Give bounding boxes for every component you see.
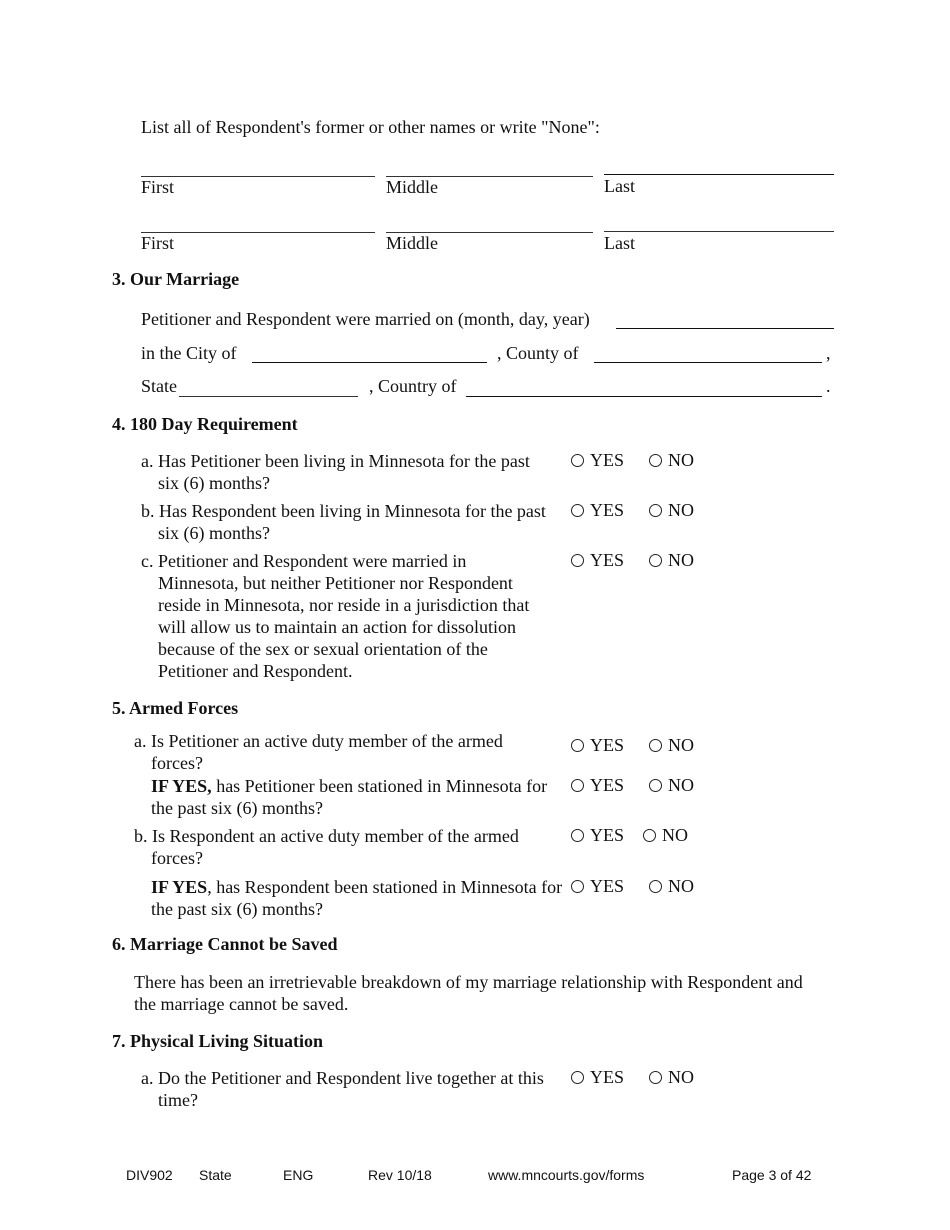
- first-label: First: [141, 177, 175, 197]
- marriage-date-input[interactable]: [616, 328, 834, 329]
- radio-circle-icon: [643, 829, 656, 842]
- question-live-together: a. Do the Petitioner and Respondent live together at this time?: [141, 1068, 544, 1110]
- respondent-residency-yes-radio[interactable]: YES: [571, 500, 624, 521]
- last-label: Last: [604, 233, 635, 253]
- radio-circle-icon: [571, 454, 584, 467]
- footer-jurisdiction: State: [199, 1167, 232, 1183]
- radio-circle-icon: [571, 554, 584, 567]
- respondent-residency-no-radio[interactable]: NO: [649, 500, 694, 521]
- radio-circle-icon: [649, 504, 662, 517]
- question-respondent-residency: b. Has Respondent been living in Minnesota for the past six (6) months?: [141, 501, 546, 543]
- respondent-active-duty-no-radio[interactable]: NO: [643, 825, 688, 846]
- radio-circle-icon: [571, 779, 584, 792]
- section-heading-180-day: 4. 180 Day Requirement: [112, 414, 298, 434]
- marriage-date-label: Petitioner and Respondent were married on (month, day, year): [141, 309, 590, 329]
- former-last-name-input-1[interactable]: [604, 174, 834, 175]
- footer-revision: Rev 10/18: [368, 1167, 432, 1183]
- petitioner-active-duty-no-radio[interactable]: NO: [649, 735, 694, 756]
- former-first-name-input-1[interactable]: [141, 176, 375, 177]
- question-petitioner-stationed: IF YES, has Petitioner been stationed in Minnesota for the past six (6) months?: [151, 776, 548, 818]
- radio-circle-icon: [649, 1071, 662, 1084]
- county-comma: ,: [826, 343, 831, 363]
- footer-language: ENG: [283, 1167, 314, 1183]
- radio-circle-icon: [649, 779, 662, 792]
- question-married-in-minnesota: c. Petitioner and Respondent were married in Minnesota, but neither Petitioner nor Respondent reside in Minnesota, nor reside in a jurisdiction that will allow us to maintain an action for dissolution because of the sex or sexual orientation of the Petitioner and Respondent.: [141, 551, 530, 681]
- live-together-no-radio[interactable]: NO: [649, 1067, 694, 1088]
- first-label: First: [141, 233, 175, 253]
- section-heading-armed-forces: 5. Armed Forces: [112, 698, 239, 718]
- city-input[interactable]: [252, 362, 487, 363]
- city-label: in the City of: [141, 343, 237, 363]
- question-petitioner-active-duty: a. Is Petitioner an active duty member of the armed forces?: [134, 731, 503, 773]
- breakdown-statement: There has been an irretrievable breakdown of my marriage relationship with Respondent and the marriage cannot be saved.: [134, 972, 803, 1014]
- former-last-name-input-2[interactable]: [604, 231, 834, 232]
- last-label: Last: [604, 176, 635, 196]
- petitioner-stationed-yes-radio[interactable]: YES: [571, 775, 624, 796]
- state-input[interactable]: [179, 396, 358, 397]
- respondent-active-duty-yes-radio[interactable]: YES: [571, 825, 624, 846]
- radio-circle-icon: [571, 739, 584, 752]
- county-input[interactable]: [594, 362, 822, 363]
- question-petitioner-residency: a. Has Petitioner been living in Minnesota for the past six (6) months?: [141, 451, 530, 493]
- respondent-stationed-yes-radio[interactable]: YES: [571, 876, 624, 897]
- county-label: , County of: [497, 343, 579, 363]
- radio-circle-icon: [571, 504, 584, 517]
- respondent-stationed-no-radio[interactable]: NO: [649, 876, 694, 897]
- question-respondent-stationed: IF YES, has Respondent been stationed in Minnesota for the past six (6) months?: [151, 877, 563, 919]
- live-together-yes-radio[interactable]: YES: [571, 1067, 624, 1088]
- radio-circle-icon: [649, 554, 662, 567]
- former-names-prompt: List all of Respondent's former or other names or write "None":: [141, 117, 600, 137]
- footer-url[interactable]: www.mncourts.gov/forms: [488, 1167, 645, 1183]
- section-heading-living-situation: 7. Physical Living Situation: [112, 1031, 324, 1051]
- country-input[interactable]: [466, 396, 822, 397]
- footer-page-number: Page 3 of 42: [732, 1167, 812, 1183]
- married-in-minnesota-yes-radio[interactable]: YES: [571, 550, 624, 571]
- country-label: , Country of: [369, 376, 457, 396]
- former-first-name-input-2[interactable]: [141, 232, 375, 233]
- section-heading-cannot-be-saved: 6. Marriage Cannot be Saved: [112, 934, 338, 954]
- middle-label: Middle: [386, 233, 438, 253]
- country-period: .: [826, 376, 831, 396]
- radio-circle-icon: [649, 454, 662, 467]
- radio-circle-icon: [649, 739, 662, 752]
- petitioner-stationed-no-radio[interactable]: NO: [649, 775, 694, 796]
- radio-circle-icon: [571, 829, 584, 842]
- petitioner-residency-yes-radio[interactable]: YES: [571, 450, 624, 471]
- section-heading-marriage: 3. Our Marriage: [112, 269, 240, 289]
- radio-circle-icon: [571, 1071, 584, 1084]
- petitioner-active-duty-yes-radio[interactable]: YES: [571, 735, 624, 756]
- question-respondent-active-duty: b. Is Respondent an active duty member of the armed forces?: [134, 826, 519, 868]
- radio-circle-icon: [571, 880, 584, 893]
- radio-circle-icon: [649, 880, 662, 893]
- petitioner-residency-no-radio[interactable]: NO: [649, 450, 694, 471]
- state-label: State: [141, 376, 177, 396]
- middle-label: Middle: [386, 177, 438, 197]
- footer-form-id: DIV902: [126, 1167, 173, 1183]
- married-in-minnesota-no-radio[interactable]: NO: [649, 550, 694, 571]
